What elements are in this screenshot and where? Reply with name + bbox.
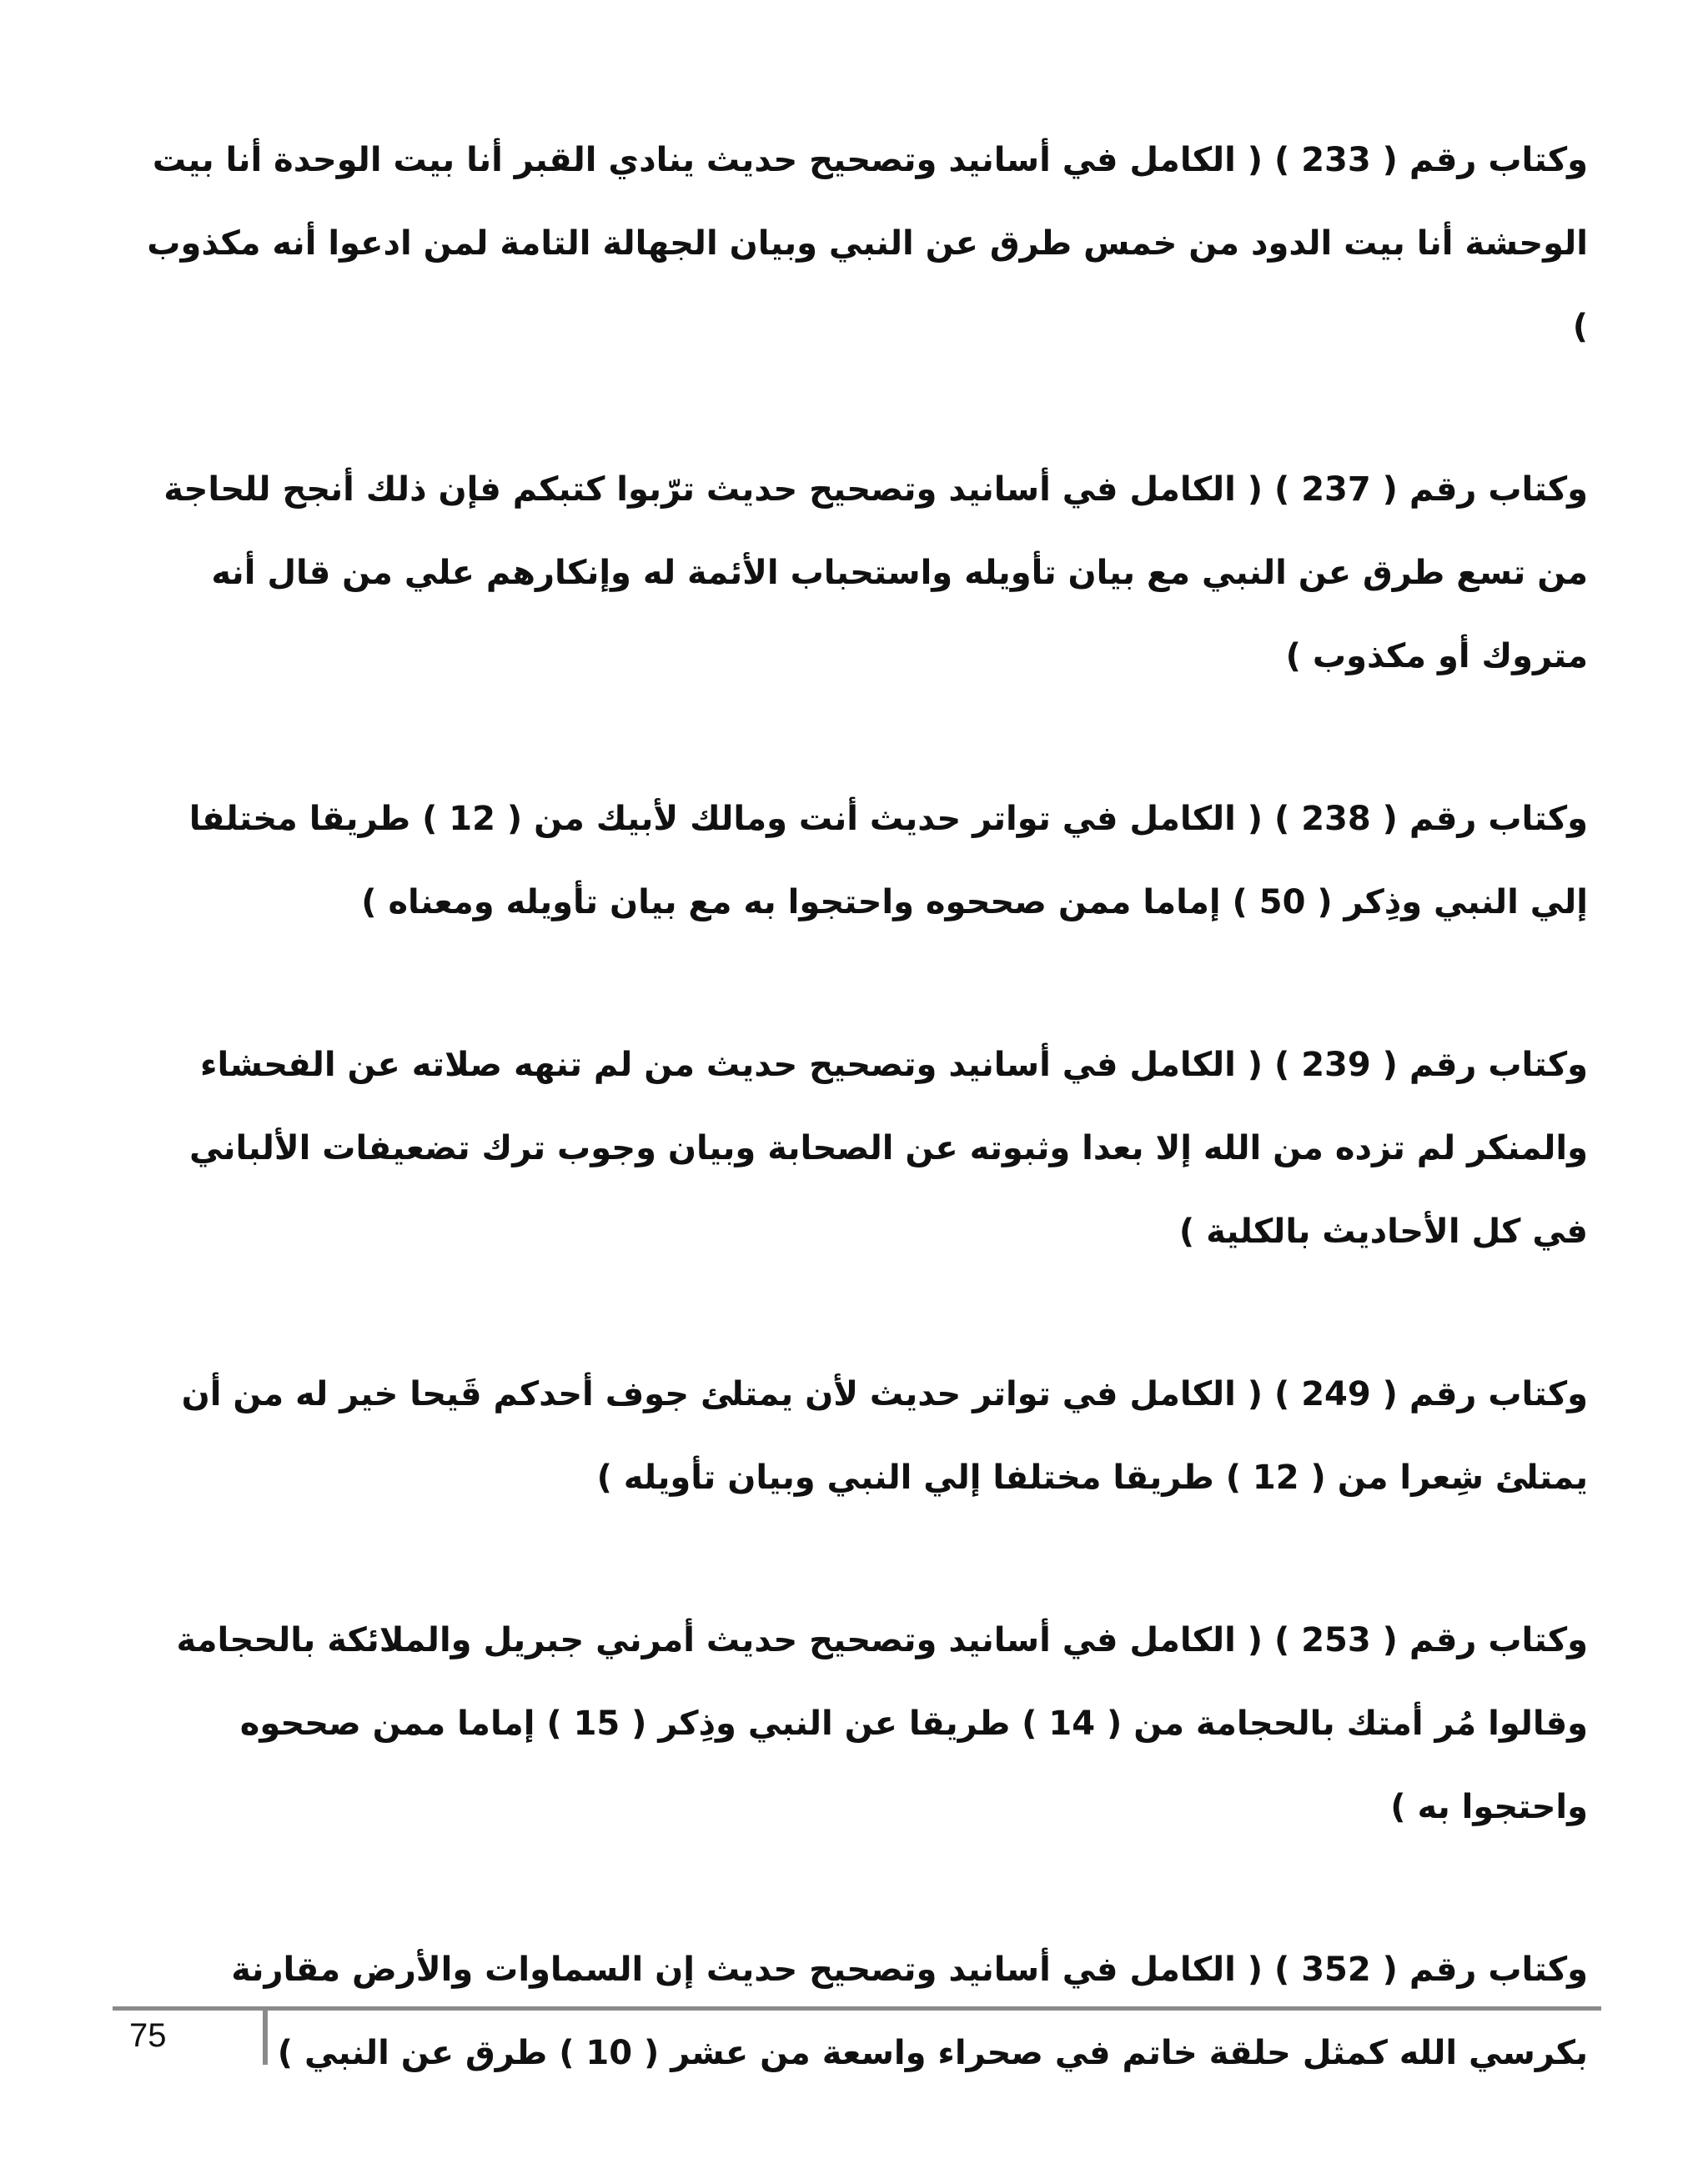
footer-divider [113,2006,1601,2011]
entry-book-253: وكتاب رقم ( 253 ) ( الكامل في أسانيد وتصحيح حديث أمرني جبريل والملائكة بالحجامة وقالوا مُر أمتك بالحجامة من ( 14 ) طريقا عن النبي وذِكر ( 15 ) إماما ممن صححوه واحتجوا به ) [176,1621,1588,1826]
entry-book-352: وكتاب رقم ( 352 ) ( الكامل في أسانيد وتصحيح حديث إن السماوات والأرض مقارنة بكرسي الله كمثل حلقة خاتم في صحراء واسعة من عشر ( 10 ) طرق عن النبي ) [231,1951,1588,2072]
entry-book-239: وكتاب رقم ( 239 ) ( الكامل في أسانيد وتصحيح حديث من لم تنهه صلاته عن الفحشاء والمنكر لم تزده من الله إلا بعدا وثبوته عن الصحابة وبيان وجوب ترك تضعيفات الألباني في كل الأحاديث بالكلية ) [188,1046,1588,1251]
entry-book-233: وكتاب رقم ( 233 ) ( الكامل في أسانيد وتصحيح حديث ينادي القبر أنا بيت الوحدة أنا بيت الوحشة أنا بيت الدود من خمس طرق عن النبي وبيان الجهالة التامة لمن ادعوا أنه مكذوب ) [147,141,1588,346]
page-number: 75 [129,2017,167,2054]
entry-book-238: وكتاب رقم ( 238 ) ( الكامل في تواتر حديث أنت ومالك لأبيك من ( 12 ) طريقا مختلفا إلي النبي وذِكر ( 50 ) إماما ممن صححوه واحتجوا به مع بيان تأويله ومعناه ) [188,800,1588,921]
footer-vertical-divider [263,2008,268,2065]
entries-list [133,118,1588,2174]
entry-book-237: وكتاب رقم ( 237 ) ( الكامل في أسانيد وتصحيح حديث ترّبوا كتبكم فإن ذلك أنجح للحاجة من تسع طرق عن النبي مع بيان تأويله واستحباب الأئمة له وإنكارهم علي من قال أنه متروك أو مكذوب ) [163,470,1588,675]
entry-book-249: وكتاب رقم ( 249 ) ( الكامل في تواتر حديث لأن يمتلئ جوف أحدكم قَيحا خير له من أن يمتلئ شِعرا من ( 12 ) طريقا مختلفا إلي النبي وبيان تأويله ) [181,1375,1588,1497]
